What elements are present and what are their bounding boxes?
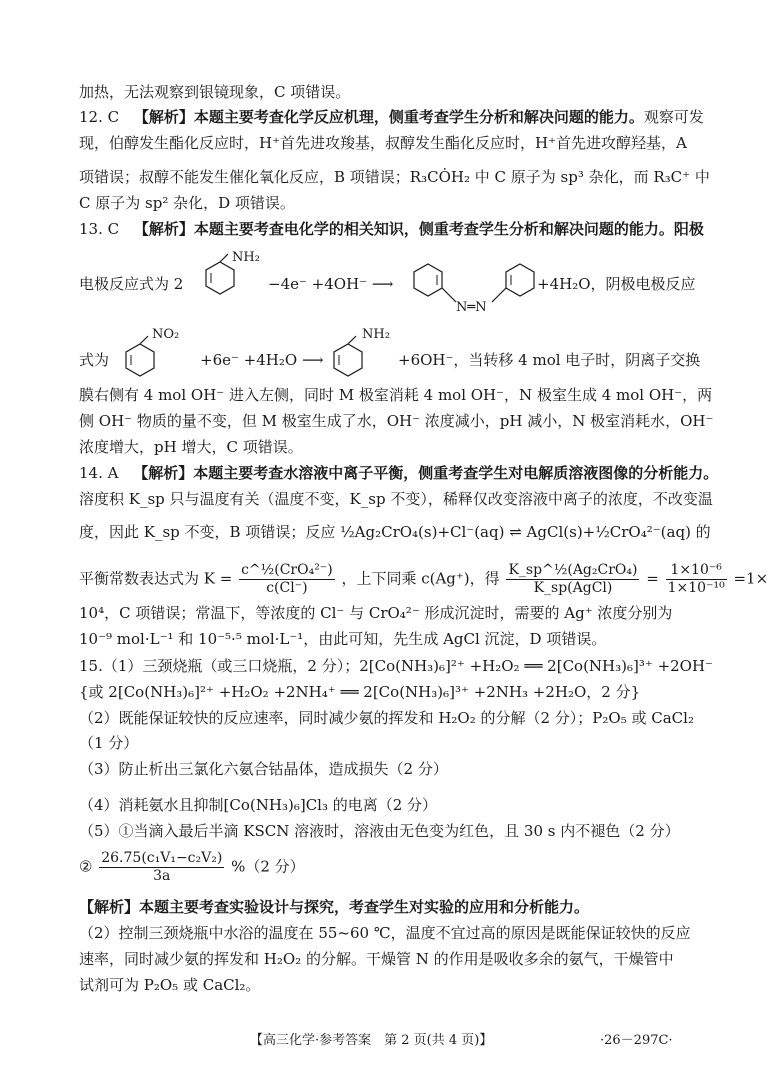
text-span: 电极反应式为 2 [79,275,184,293]
question-number: 13. C [79,220,120,238]
equilibrium-line [79,562,768,597]
text-span: −4e⁻ +4OH⁻ ⟶ [268,275,394,293]
text-span: = [646,569,659,588]
text-span: 式为 [79,351,110,369]
analysis-heading: 【解析】本题主要考查化学反应机理，侧重考查学生分析和解决问题的能力。 [133,108,644,126]
footer-code: ·26－297C· [600,1033,673,1048]
azo-label: N═N [456,300,487,315]
denominator: 3a [153,868,171,884]
fraction [239,562,335,597]
text-span: ，上下同乘 c(Ag⁺)，得 [341,569,500,588]
text-span: +6OH⁻，当转移 4 mol 电子时，阴离子交换 [398,351,701,369]
fraction [506,562,639,597]
question-13 [79,219,764,239]
text-line: 15.（1）三颈烧瓶（或三口烧瓶，2 分）；2[Co(NH₃)₆]²⁺ +H₂O₂ ══ 2[Co(NH₃)₆]³⁺ +2OH⁻ [79,657,713,675]
text-line: 加热，无法观察到银镜现象，C 项错误。 [79,83,351,101]
text-line: 膜右侧有 4 mol OH⁻ 进入左侧，同时 M 极室消耗 4 mol OH⁻，N 极室生成 4 mol OH⁻，两 [79,386,713,404]
text-span: 平衡常数表达式为 K = [79,569,233,588]
substituent-label: NO₂ [152,327,180,342]
text-line: C 原子为 sp² 杂化，D 项错误。 [79,194,295,212]
text-span: =1× [733,569,768,588]
text-line: 溶度积 K_sp 只与温度有关（温度不变，K_sp 不变），稀释仅改变溶液中离子的浓度，不改变温 [79,490,713,508]
numerator: 26.75(c₁V₁−c₂V₂) [101,850,223,866]
text-line: 速率，同时减少氨的挥发和 H₂O₂ 的分解。干燥管 N 的作用是吸收多余的氨气，干燥管中 [79,950,674,968]
text-line: 度，因此 K_sp 不变，B 项错误；反应 ½Ag₂CrO₄(s)+Cl⁻(aq) ⇌ AgCl(s)+½CrO₄²⁻(aq) 的 [79,523,711,541]
numerator: 1×10⁻⁶ [666,562,727,580]
text-line: 项错误；叔醇不能发生催化氧化反应，B 项错误；R₃CȮH₂ 中 C 原子为 sp³ 杂化，而 R₃C⁺ 中 [79,168,710,186]
text-line: {或 2[Co(NH₃)₆]²⁺ +H₂O₂ +2NH₄⁺ ══ 2[Co(NH₃)₆]³⁺ +2NH₃ +2H₂O，2 分} [79,683,641,701]
analysis-heading: 【解析】本题主要考查水溶液中离子平衡，侧重考查学生对电解质溶液图像的分析能力。 [133,464,719,482]
question-12 [79,107,764,127]
denominator: 1×10⁻¹⁰ [667,580,725,596]
question-number: 12. C [79,108,120,126]
substituent-label: NH₂ [362,327,390,342]
text-line: 10⁴，C 项错误；常温下，等浓度的 Cl⁻ 与 CrO₄²⁻ 形成沉淀时，需要的 Ag⁺ 浓度分别为 [79,604,673,622]
text-line: （4）消耗氨水且抑制[Co(NH₃)₆]Cl₃ 的电离（2 分） [79,796,438,814]
footer-title: 【高三化学·参考答案 第 2 页(共 4 页)】 [250,1033,493,1048]
text-line: 浓度增大，pH 增大，C 项错误。 [79,438,303,456]
substituent-label: NH₂ [232,250,260,265]
denominator: c(Cl⁻) [266,580,308,596]
analysis-heading: 【解析】本题主要考查实验设计与探究，考查学生对实验的应用和分析能力。 [79,898,590,916]
formula-line [79,850,764,885]
numerator: K_sp^½(Ag₂CrO₄) [508,562,638,578]
numerator: c^½(CrO₄²⁻) [241,562,333,578]
text-span: 观察可发 [643,108,704,126]
text-line: （5）①当滴入最后半滴 KSCN 溶液时，溶液由无色变为红色，且 30 s 内不褪色（2 分） [79,822,680,840]
denominator: K_sp(AgCl) [533,580,613,596]
text-line: 10⁻⁹ mol·L⁻¹ 和 10⁻⁵·⁵ mol·L⁻¹，由此可知，先生成 AgCl 沉淀，D 项错误。 [79,630,607,648]
fraction [99,850,224,885]
analysis-heading: 【解析】本题主要考查电化学的相关知识，侧重考查学生分析和解决问题的能力。阳极 [133,220,704,238]
text-line: （2）控制三颈烧瓶中水浴的温度在 55~60 ℃，温度不宜过高的原因是既能保证较快的反应 [79,924,691,942]
text-span: %（2 分） [231,857,305,876]
text-span: +6e⁻ +4H₂O ⟶ [200,351,324,369]
text-line: 侧 OH⁻ 物质的量不变，但 M 极室生成了水，OH⁻ 浓度减小，pH 减小，N 极室消耗水，OH⁻ [79,412,714,430]
text-line: （2）既能保证较快的反应速率，同时减少氨的挥发和 H₂O₂ 的分解（2 分）；P₂O₅ 或 CaCl₂ [79,709,694,727]
text-line: 现，伯醇发生酯化反应时，H⁺首先进攻羧基，叔醇发生酯化反应时，H⁺首先进攻醇羟基，A [79,134,687,152]
fraction [666,562,727,597]
text-span: ② [79,857,93,876]
text-line: 试剂可为 P₂O₅ 或 CaCl₂。 [79,976,261,994]
question-number: 14. A [79,464,119,482]
question-14 [79,463,764,483]
text-line: （1 分） [79,734,139,752]
text-line: （3）防止析出三氯化六氨合钴晶体，造成损失（2 分） [79,760,448,778]
text-span: +4H₂O，阴极电极反应 [537,275,696,293]
